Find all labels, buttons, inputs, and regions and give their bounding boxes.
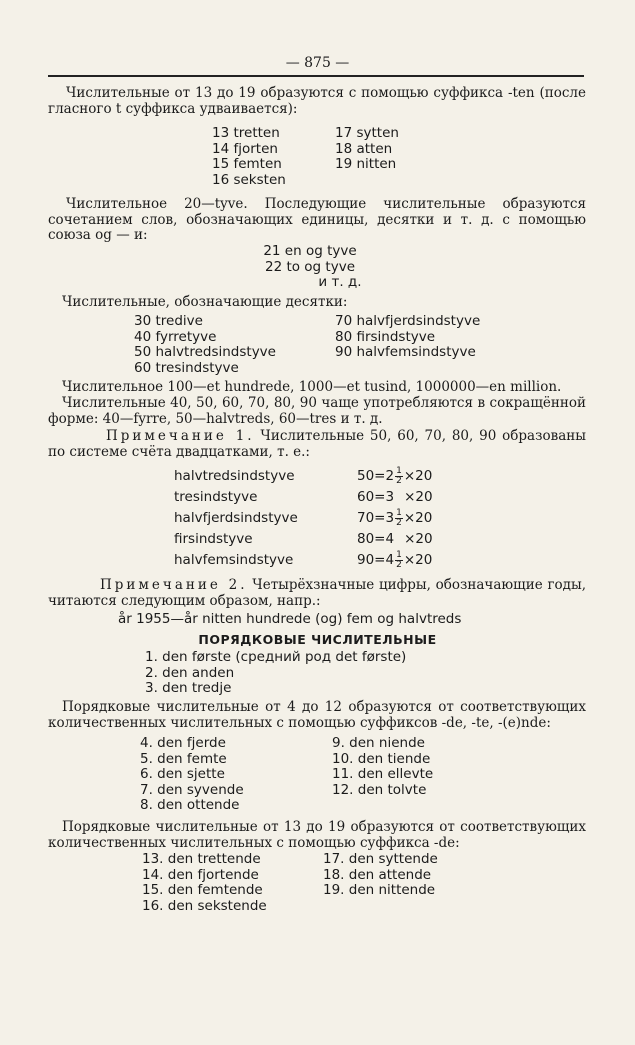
list-item: 9. den niende — [332, 735, 425, 751]
list-item: 8. den ottende — [140, 797, 240, 813]
list-item: 15 femten — [212, 156, 282, 172]
list-item: 22 to og tyve — [264, 258, 355, 275]
list-item: 4. den fjerde — [140, 735, 226, 751]
ordinals-13-19-right — [323, 852, 438, 899]
teens-list-left — [212, 126, 286, 188]
list-item: 17 sytten — [335, 125, 399, 141]
list-item: 30 tredive — [134, 313, 203, 329]
list-item: 60 tresindstyve — [134, 359, 239, 376]
twenty-examples — [230, 244, 390, 291]
paragraph-short-forms: Числительные 40, 50, 60, 70, 80, 90 чаще употребляются в сокращённой форме: 40—fyrre, 50—halvtreds, 60—tres и т. д. — [48, 395, 586, 427]
note-2-label: Примечание 2. — [100, 577, 248, 593]
list-item: 50 halvtredsindstyve — [134, 344, 276, 360]
list-item: 21 en og tyve — [263, 243, 357, 259]
vigesimal-formulas — [357, 466, 433, 571]
list-item: 6. den sjette — [140, 766, 225, 782]
vigesimal-formula: 60=3 ×20 — [357, 489, 433, 505]
list-item: 10. den tiende — [332, 750, 431, 767]
paragraph-twenty: Числительное 20—tyve. Последующие числительные образуются сочетанием слов, обозначающих единицы, десятки и т. д. с помощью союза og — и: — [48, 196, 586, 243]
list-item: 70 halvfjerdsindstyve — [335, 313, 481, 329]
note-1 — [48, 429, 586, 460]
list-item: 7. den syvende — [140, 781, 244, 798]
vigesimal-word: halvfjerdsindstyve — [174, 510, 298, 526]
paragraph-ordinals-4-12: Порядковые числительные от 4 до 12 образуются от соответствующих количественных числительных с помощью суффиксов -de, -te, -(e)nde: — [48, 699, 586, 731]
list-item: 3. den tredje — [145, 680, 232, 696]
list-item: 18. den attende — [323, 866, 432, 883]
list-item: 19. den nittende — [323, 882, 436, 898]
list-item: 80 firsindstyve — [335, 328, 436, 345]
paragraph-teens-intro: Числительные от 13 до 19 образуются с помощью суффикса -ten (после гласного t суффикса удваивается): — [48, 85, 586, 117]
list-item: 2. den anden — [145, 664, 235, 681]
list-item: 90 halvfemsindstyve — [335, 344, 476, 360]
page-number: — 875 — — [285, 55, 350, 71]
tens-list-right — [335, 314, 480, 361]
note-2 — [48, 578, 586, 609]
note-1-label: Примечание 1. — [106, 428, 255, 444]
list-item: 1. den første (средний род det første) — [145, 649, 407, 665]
ordinals-4-12-right — [332, 736, 433, 798]
list-item: 12. den tolvte — [332, 781, 427, 798]
list-item: 18 atten — [335, 140, 393, 157]
paragraph-tens: Числительные, обозначающие десятки: — [62, 294, 348, 310]
vigesimal-formula: 80=4 ×20 — [357, 531, 433, 547]
vigesimal-word: tresindstyve — [174, 489, 258, 505]
list-item: 19 nitten — [335, 156, 397, 172]
paragraph-hundred: Числительное 100—et hundrede, 1000—et tusind, 1000000—en million. — [62, 379, 562, 395]
vigesimal-word: halvfemsindstyve — [174, 552, 294, 568]
vigesimal-formula: 70=3 $\frac{1}{2}$ ×20 — [357, 507, 433, 528]
list-item: 14. den fjortende — [142, 866, 259, 883]
tens-list-left — [134, 314, 276, 376]
vigesimal-words — [174, 466, 298, 571]
list-item: 15. den femtende — [142, 882, 263, 898]
list-item: 40 fyrretyve — [134, 328, 217, 345]
vigesimal-formula: 50=2 $\frac{1}{2}$ ×20 — [357, 465, 433, 486]
list-item: 14 fjorten — [212, 140, 278, 157]
list-item: и т. д. — [318, 274, 362, 290]
teens-list-right — [335, 126, 399, 173]
header-rule — [48, 75, 584, 77]
list-item: 16. den sekstende — [142, 897, 267, 914]
list-item: 13 tretten — [212, 125, 280, 141]
note-2-text: Четырёхзначные цифры, обозначающие годы, читаются следующим образом, напр.: — [48, 577, 586, 609]
ordinals-first-list — [145, 650, 406, 697]
section-heading-ordinals: ПОРЯДКОВЫЕ ЧИСЛИТЕЛЬНЫЕ — [198, 632, 437, 647]
vigesimal-word: halvtredsindstyve — [174, 468, 295, 484]
paragraph-ordinals-13-19: Порядковые числительные от 13 до 19 образуются от соответствующих количественных числительных с помощью суффикса -de: — [48, 819, 586, 851]
ordinals-4-12-left — [140, 736, 244, 814]
note-1-text: Числительные 50, 60, 70, 80, 90 образованы по системе счёта двадцатками, т. е.: — [48, 428, 586, 460]
list-item: 11. den ellevte — [332, 766, 434, 782]
list-item: 5. den femte — [140, 750, 227, 767]
note-2-example: år 1955—år nitten hundrede (og) fem og halvtreds — [118, 611, 462, 627]
vigesimal-formula: 90=4 $\frac{1}{2}$ ×20 — [357, 549, 433, 570]
list-item: 13. den trettende — [142, 851, 261, 867]
list-item: 17. den syttende — [323, 851, 438, 867]
vigesimal-word: firsindstyve — [174, 531, 253, 547]
ordinals-13-19-left — [142, 852, 267, 914]
list-item: 16 seksten — [212, 171, 286, 188]
